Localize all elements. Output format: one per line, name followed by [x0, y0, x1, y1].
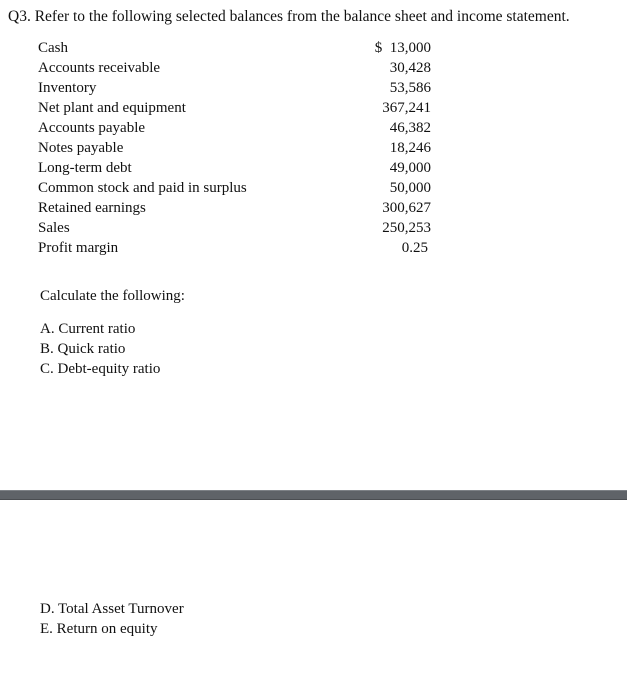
part-item-a: A. Current ratio — [40, 321, 136, 337]
balance-value: 50,000 — [389, 180, 431, 196]
balance-row-retained-earnings — [38, 198, 438, 218]
balance-row-inventory — [38, 78, 438, 98]
balance-row-cash — [38, 38, 438, 58]
balance-value: 46,382 — [389, 120, 431, 136]
balance-value: 53,586 — [389, 80, 431, 96]
balance-label: Profit margin — [38, 240, 119, 256]
balance-row-common-stock — [38, 178, 438, 198]
part-item-c: C. Debt-equity ratio — [40, 361, 161, 377]
balance-label: Long-term debt — [38, 160, 132, 176]
balance-label: Notes payable — [38, 140, 124, 156]
balance-value: 367,241 — [382, 100, 431, 116]
calculate-heading: Calculate the following: — [40, 288, 185, 304]
question-text: Q3. Refer to the following selected balances from the balance sheet and income statement. — [8, 8, 570, 25]
balance-row-long-term-debt — [38, 158, 438, 178]
balance-row-sales — [38, 218, 438, 238]
parts-list-first — [40, 319, 160, 379]
parts-list-second — [40, 599, 184, 639]
balance-label: Accounts receivable — [38, 60, 161, 76]
balance-label: Cash — [38, 40, 68, 56]
balance-value: 250,253 — [382, 220, 431, 236]
balance-row-accounts-payable — [38, 118, 438, 138]
balance-value: 18,246 — [389, 140, 431, 156]
part-item-e: E. Return on equity — [40, 621, 158, 637]
part-item-b: B. Quick ratio — [40, 341, 126, 357]
balance-row-accounts-receivable — [38, 58, 438, 78]
balance-label: Inventory — [38, 80, 97, 96]
balance-row-net-plant — [38, 98, 438, 118]
balance-value: $ 13,000 — [374, 40, 431, 56]
balance-value: 30,428 — [389, 60, 431, 76]
balances-table — [38, 38, 438, 258]
balance-label: Sales — [38, 220, 70, 236]
balance-label: Accounts payable — [38, 120, 146, 136]
page-divider — [0, 490, 627, 500]
balance-value: 300,627 — [382, 200, 431, 216]
balance-value: 49,000 — [389, 160, 431, 176]
balance-row-profit-margin — [38, 238, 438, 258]
balance-row-notes-payable — [38, 138, 438, 158]
balance-label: Common stock and paid in surplus — [38, 180, 247, 196]
balance-label: Retained earnings — [38, 200, 146, 216]
balance-value: 0.25 — [401, 240, 428, 256]
balance-label: Net plant and equipment — [38, 100, 186, 116]
part-item-d: D. Total Asset Turnover — [40, 601, 184, 617]
